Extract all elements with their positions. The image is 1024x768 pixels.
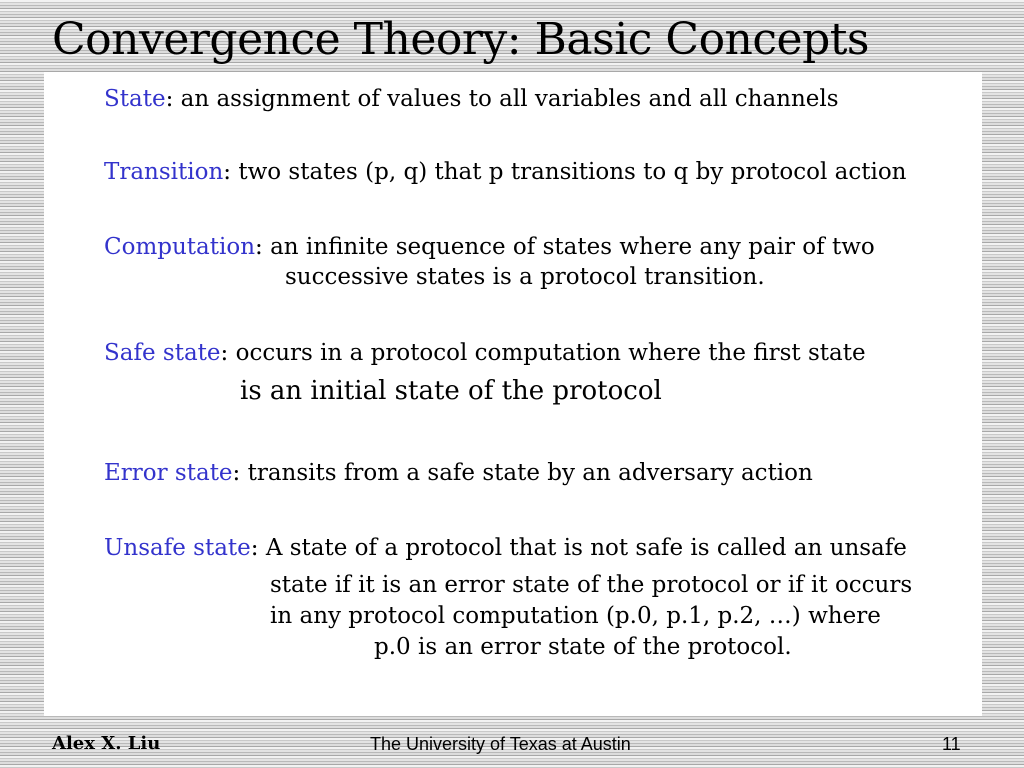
footer-university: The University of Texas at Austin: [370, 734, 631, 754]
definition-transition: [104, 157, 907, 187]
footer-author: Alex X. Liu: [52, 733, 161, 754]
definition-unsafe-state: [104, 533, 907, 563]
definition-safe-state: [104, 338, 866, 368]
term-unsafe-state: Unsafe state: [104, 535, 251, 561]
term-state: State: [104, 86, 166, 112]
definition-continuation: state if it is an error state of the protocol or if it occurs: [270, 572, 913, 598]
definition-text-safe-state: : occurs in a protocol computation where the first state: [220, 340, 866, 366]
definition-text-transition: : two states (p, q) that p transitions to q by protocol action: [223, 159, 907, 185]
definition-text-computation: : an infinite sequence of states where any pair of two: [255, 234, 875, 260]
definition-continuation: is an initial state of the protocol: [240, 376, 662, 406]
definition-error-state: [104, 458, 813, 488]
definition-continuation: successive states is a protocol transition.: [285, 264, 765, 290]
definition-text-error-state: : transits from a safe state by an adversary action: [232, 460, 813, 486]
definition-text-state: : an assignment of values to all variables and all channels: [165, 86, 839, 112]
term-computation: Computation: [104, 234, 256, 260]
definition-state: [104, 84, 839, 114]
content-panel: [44, 72, 982, 716]
page-number: 11: [942, 734, 961, 754]
term-safe-state: Safe state: [104, 340, 221, 366]
term-error-state: Error state: [104, 460, 233, 486]
term-transition: Transition: [104, 159, 224, 185]
slide-footer: [0, 726, 1024, 762]
slide-title: Convergence Theory: Basic Concepts: [52, 14, 870, 65]
definition-text-unsafe-state: : A state of a protocol that is not safe is called an unsafe: [250, 535, 907, 561]
definition-continuation: in any protocol computation (p.0, p.1, p.2, …) where: [270, 603, 881, 629]
definition-continuation: p.0 is an error state of the protocol.: [374, 634, 792, 660]
definition-computation: [104, 232, 875, 262]
